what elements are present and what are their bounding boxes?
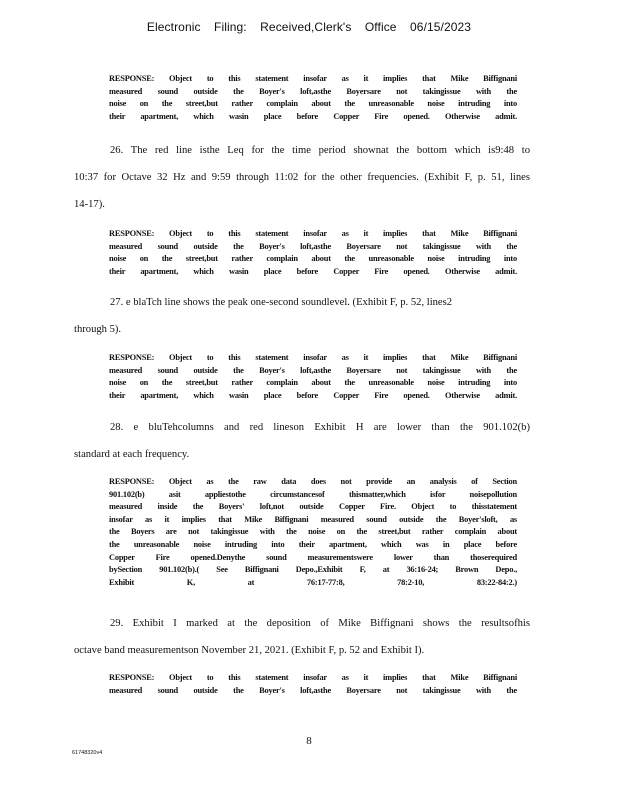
response-line: the unreasonable noise intruding into their apartment, which was in place before (109, 539, 517, 549)
response-block (109, 73, 517, 123)
response-line: measured sound outside the Boyer's loft,asthe Boyersare not takingissue with the (109, 365, 517, 375)
response-line: RESPONSE: Object to this statement insofar as it implies that Mike Biffignani (109, 74, 517, 83)
paragraph-line: 29. Exhibit I marked at the deposition of Mike Biffignani shows the resultsofhis (110, 618, 530, 629)
response-line: noise on the street,but rather complain about the unreasonable noise intruding into (109, 99, 517, 109)
response-line: measured sound outside the Boyer's loft,asthe Boyersare not takingissue with the (109, 86, 517, 96)
response-line: bySection 901.102(b).( See Biffignani Depo.,Exhibit F, at 36:16-24; Brown Depo., (109, 565, 517, 575)
response-block (109, 228, 517, 278)
response-line: measured sound outside the Boyer's loft,asthe Boyersare not takingissue with the (109, 685, 517, 695)
paragraph-29 (74, 610, 530, 664)
filing-header: Electronic Filing: Received,Clerk's Office 06/15/2023 (146, 20, 472, 34)
paragraph-line: 10:37 for Octave 32 Hz and 9:59 through 11:02 for the other frequencies. (Exhibit F, p. 51, lines (74, 172, 530, 183)
paragraph-27 (74, 289, 530, 343)
response-line: their apartment, which wasin place before Copper Fire opened. Otherwise admit. (109, 390, 517, 400)
paragraph-line: 26. The red line isthe Leq for the time period shownat the bottom which is9:48 to (110, 145, 530, 156)
response-line: their apartment, which wasin place before Copper Fire opened. Otherwise admit. (109, 266, 517, 276)
response-line: RESPONSE: Object to this statement insofar as it implies that Mike Biffignani (109, 673, 517, 682)
response-block (109, 476, 517, 589)
response-line: noise on the street,but rather complain about the unreasonable noise intruding into (109, 378, 517, 388)
response-line: noise on the street,but rather complain about the unreasonable noise intruding into (109, 254, 517, 264)
response-line: measured sound outside the Boyer's loft,asthe Boyersare not takingissue with the (109, 241, 517, 251)
paragraph-line: 27. e blaTch line shows the peak one-second soundlevel. (Exhibit F, p. 52, lines2 (110, 297, 453, 308)
response-line: Copper Fire opened.Denythe sound measurementswere lower than thoserequired (109, 552, 517, 562)
paragraph-line: standard at each frequency. (74, 449, 190, 460)
response-line: 901.102(b) asit appliestothe circumstancesof thismatter,which isfor noisepollution (109, 489, 517, 499)
response-line: RESPONSE: Object to this statement insofar as it implies that Mike Biffignani (109, 353, 517, 362)
paragraph-line: 14-17). (74, 199, 105, 210)
paragraph-line: octave band measurementson November 21, 2021. (Exhibit F, p. 52 and Exhibit I). (74, 645, 425, 656)
paragraph-line: through 5). (74, 324, 122, 335)
paragraph-line: 28. e bluTehcolumns and red lineson Exhibit H are lower than the 901.102(b) (110, 422, 530, 433)
response-line: their apartment, which wasin place before Copper Fire opened. Otherwise admit. (109, 111, 517, 121)
page-number: 8 (306, 735, 312, 747)
response-line: insofar as it implies that Mike Biffignani measured sound outside the Boyer'sloft, as (109, 514, 517, 524)
response-line: the Boyers are not takingissue with the noise on the street,but rather complain about (109, 527, 517, 537)
paragraph-28 (74, 414, 530, 468)
response-block (109, 672, 517, 697)
response-line: RESPONSE: Object as the raw data does not provide an analysis of Section (109, 477, 517, 486)
response-line: Exhibit K, at 76:17-77:8, 78:2-10, 83:22-84:2.) (109, 577, 517, 587)
response-block (109, 352, 517, 402)
response-line: RESPONSE: Object to this statement insofar as it implies that Mike Biffignani (109, 229, 517, 238)
document-id: 61748320v4 (72, 750, 103, 756)
response-line: measured inside the Boyers' loft,not outside Copper Fire. Object to thisstatement (109, 502, 517, 512)
paragraph-26 (74, 137, 530, 218)
